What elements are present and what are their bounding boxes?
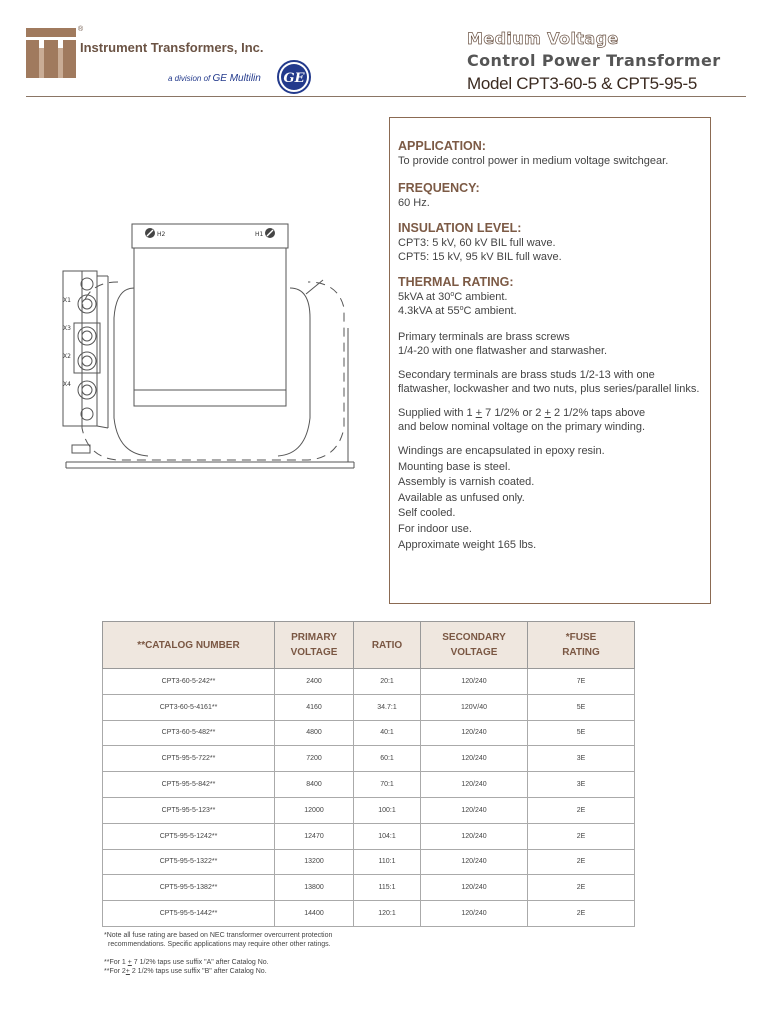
table-cell: 120/240 bbox=[421, 797, 528, 823]
svg-text:GE: GE bbox=[283, 71, 305, 86]
title-medium-voltage: Medium Voltage bbox=[467, 29, 619, 48]
table-cell: 14400 bbox=[275, 901, 354, 927]
table-cell: 7E bbox=[528, 669, 635, 695]
table-cell: 4800 bbox=[275, 720, 354, 746]
suffix-a-note: **For 1 + 7 1/2% taps use suffix "A" after Catalog No. bbox=[104, 959, 269, 966]
table-cell: 4160 bbox=[275, 694, 354, 720]
terminal-x2-label: X2 bbox=[63, 353, 71, 360]
table-cell: 120/240 bbox=[421, 875, 528, 901]
thermal-rating-30c: 5kVA at 30$^o$C ambient. bbox=[398, 291, 508, 303]
insulation-cpt5-text: CPT5: 15 kV, 95 kV BIL full wave. bbox=[398, 251, 562, 263]
table-cell: 13800 bbox=[275, 875, 354, 901]
table-cell: CPT5-95-5-842** bbox=[103, 772, 275, 798]
table-row bbox=[103, 669, 635, 695]
table-header-row bbox=[103, 622, 635, 669]
terminal-h1-label: H1 bbox=[255, 231, 264, 238]
table-cell: 3E bbox=[528, 772, 635, 798]
application-heading: APPLICATION: bbox=[398, 139, 486, 153]
division-line bbox=[168, 73, 261, 84]
specifications-box bbox=[389, 117, 711, 604]
header-divider bbox=[26, 96, 746, 97]
table-cell: 2E bbox=[528, 849, 635, 875]
table-cell: 120V/40 bbox=[421, 694, 528, 720]
table-row bbox=[103, 875, 635, 901]
terminal-x3-label: X3 bbox=[63, 325, 71, 332]
feature-line: Available as unfused only. bbox=[398, 491, 525, 504]
table-cell: 2E bbox=[528, 823, 635, 849]
table-row bbox=[103, 901, 635, 927]
table-cell: 2400 bbox=[275, 669, 354, 695]
table-row bbox=[103, 849, 635, 875]
fuse-note-line-1: *Note all fuse rating are based on NEC transformer overcurrent protection bbox=[104, 932, 333, 939]
terminal-x1-label: X1 bbox=[63, 297, 71, 304]
insulation-cpt3-text: CPT3: 5 kV, 60 kV BIL full wave. bbox=[398, 237, 556, 249]
header-fuse-rating: *FUSE RATING bbox=[528, 622, 635, 669]
table-cell: 2E bbox=[528, 797, 635, 823]
terminal-h2-label: H2 bbox=[157, 231, 166, 238]
feature-line: Mounting base is steel. bbox=[398, 460, 511, 473]
table-cell: 3E bbox=[528, 746, 635, 772]
table-row bbox=[103, 746, 635, 772]
taps-text-2: and below nominal voltage on the primary winding. bbox=[398, 421, 646, 433]
thermal-heading: THERMAL RATING: bbox=[398, 275, 514, 289]
table-cell: 12470 bbox=[275, 823, 354, 849]
table-cell: CPT3-60-5-242** bbox=[103, 669, 275, 695]
primary-terminals-text-1: Primary terminals are brass screws bbox=[398, 331, 570, 343]
catalog-table bbox=[102, 621, 635, 927]
table-cell: 5E bbox=[528, 694, 635, 720]
table-cell: 120/240 bbox=[421, 720, 528, 746]
suffix-b-note: **For 2+ 2 1/2% taps use suffix "B" after Catalog No. bbox=[104, 968, 267, 975]
table-cell: 8400 bbox=[275, 772, 354, 798]
table-row bbox=[103, 694, 635, 720]
transformer-outline-drawing bbox=[58, 218, 358, 474]
division-prefix: a division of bbox=[168, 74, 211, 83]
header-secondary-voltage: SECONDARY VOLTAGE bbox=[421, 622, 528, 669]
frequency-text: 60 Hz. bbox=[398, 197, 430, 209]
thermal-rating-55c: 4.3kVA at 55$^o$C ambient. bbox=[398, 305, 517, 317]
insulation-heading: INSULATION LEVEL: bbox=[398, 221, 522, 235]
table-cell: 120/240 bbox=[421, 823, 528, 849]
table-cell: 100:1 bbox=[354, 797, 421, 823]
degree-symbol: o bbox=[450, 291, 455, 298]
table-row bbox=[103, 823, 635, 849]
table-cell: 60:1 bbox=[354, 746, 421, 772]
table-cell: CPT5-95-5-1442** bbox=[103, 901, 275, 927]
secondary-terminals-text: Secondary terminals are brass studs 1/2-13 with one flatwasher, lockwasher and two nuts, plus series/parallel links. bbox=[398, 369, 700, 395]
table-cell: 13200 bbox=[275, 849, 354, 875]
ge-monogram-icon bbox=[276, 59, 312, 95]
table-cell: 120/240 bbox=[421, 901, 528, 927]
primary-terminals-text-2: 1/4-20 with one flatwasher and starwasher. bbox=[398, 345, 608, 357]
division-name: GE Multilin bbox=[212, 73, 261, 84]
table-row bbox=[103, 772, 635, 798]
application-text: To provide control power in medium voltage switchgear. bbox=[398, 155, 669, 167]
table-cell: 12000 bbox=[275, 797, 354, 823]
table-cell: 2E bbox=[528, 901, 635, 927]
header-catalog-number: **CATALOG NUMBER bbox=[103, 622, 275, 669]
header-ratio: RATIO bbox=[354, 622, 421, 669]
table-cell: 115:1 bbox=[354, 875, 421, 901]
table-cell: 34.7:1 bbox=[354, 694, 421, 720]
feature-line: For indoor use. bbox=[398, 522, 472, 535]
table-cell: 120/240 bbox=[421, 746, 528, 772]
table-cell: 120/240 bbox=[421, 772, 528, 798]
table-cell: 120/240 bbox=[421, 669, 528, 695]
feature-line: Assembly is varnish coated. bbox=[398, 476, 535, 489]
taps-text-1: Supplied with 1 + 7 1/2% or 2 + 2 1/2% taps above bbox=[398, 407, 646, 419]
company-logo-icon bbox=[26, 28, 76, 78]
frequency-heading: FREQUENCY: bbox=[398, 181, 480, 195]
table-cell: 120:1 bbox=[354, 901, 421, 927]
document-title-block bbox=[467, 28, 757, 96]
table-cell: 104:1 bbox=[354, 823, 421, 849]
table-cell: CPT5-95-5-123** bbox=[103, 797, 275, 823]
table-row bbox=[103, 720, 635, 746]
company-logo-block bbox=[26, 26, 326, 100]
feature-line: Windings are encapsulated in epoxy resin. bbox=[398, 445, 605, 457]
degree-symbol: o bbox=[459, 305, 464, 312]
table-cell: 2E bbox=[528, 875, 635, 901]
table-cell: CPT3-60-5-4161** bbox=[103, 694, 275, 720]
table-cell: CPT5-95-5-1382** bbox=[103, 875, 275, 901]
registered-mark: ® bbox=[78, 26, 84, 33]
fuse-note-line-2: recommendations. Specific applications may require other other ratings. bbox=[108, 941, 331, 948]
table-cell: CPT3-60-5-482** bbox=[103, 720, 275, 746]
feature-line: Self cooled. bbox=[398, 507, 456, 520]
table-cell: CPT5-95-5-1242** bbox=[103, 823, 275, 849]
table-cell: 20:1 bbox=[354, 669, 421, 695]
table-cell: 70:1 bbox=[354, 772, 421, 798]
table-cell: CPT5-95-5-1322** bbox=[103, 849, 275, 875]
feature-line: Approximate weight 165 lbs. bbox=[398, 538, 537, 551]
table-cell: 5E bbox=[528, 720, 635, 746]
table-cell: CPT5-95-5-722** bbox=[103, 746, 275, 772]
table-cell: 120/240 bbox=[421, 849, 528, 875]
company-name: Instrument Transformers, Inc. bbox=[80, 40, 264, 55]
table-cell: 110:1 bbox=[354, 849, 421, 875]
terminal-x4-label: X4 bbox=[63, 381, 71, 388]
title-model: Model CPT3-60-5 & CPT5-95-5 bbox=[467, 74, 697, 93]
header-primary-voltage: PRIMARY VOLTAGE bbox=[275, 622, 354, 669]
table-row bbox=[103, 797, 635, 823]
footnotes bbox=[104, 931, 504, 976]
table-cell: 40:1 bbox=[354, 720, 421, 746]
title-control-power-transformer: Control Power Transformer bbox=[467, 51, 721, 70]
table-cell: 7200 bbox=[275, 746, 354, 772]
